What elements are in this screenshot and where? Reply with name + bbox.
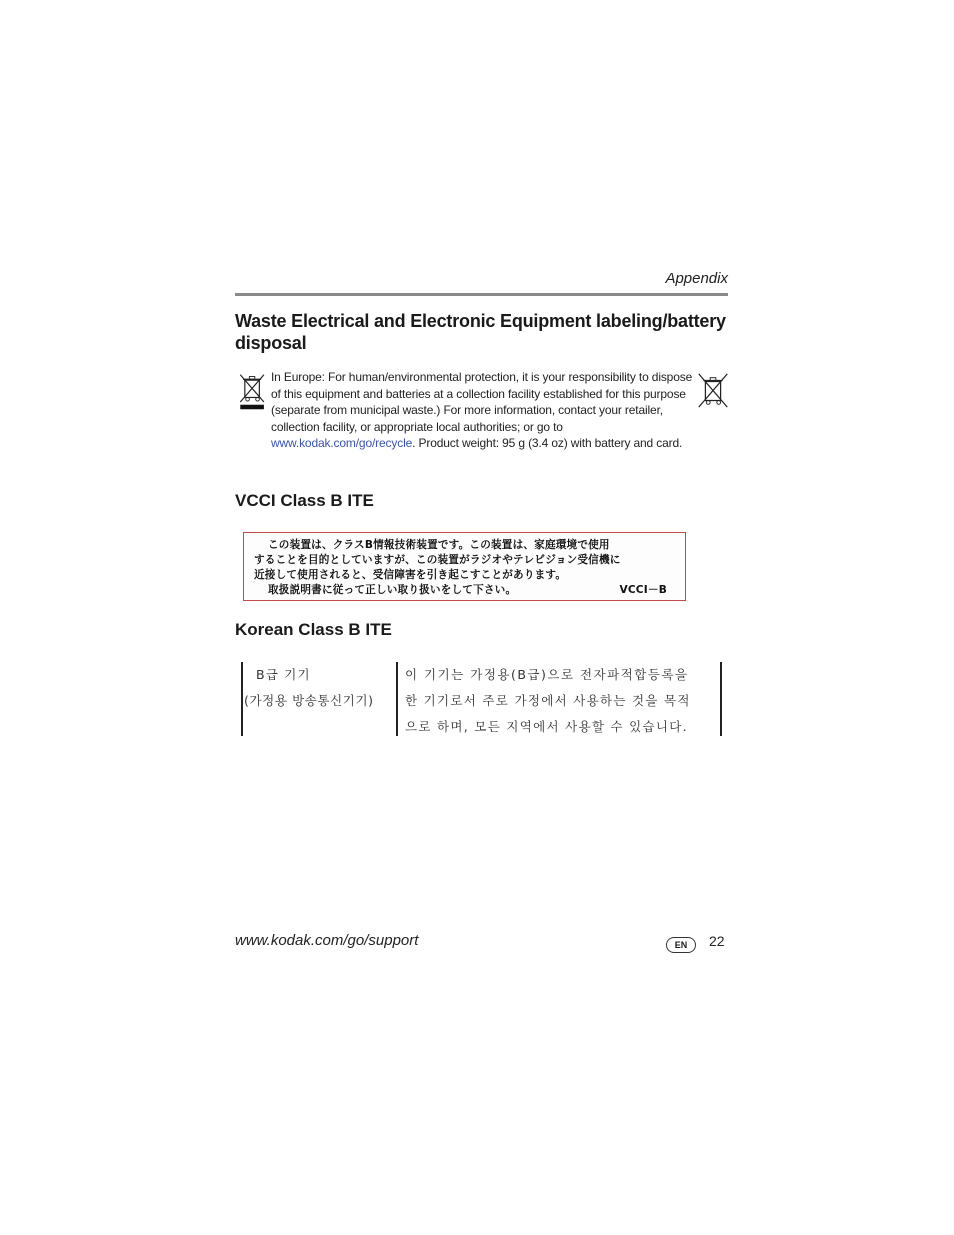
weee-right-icon — [696, 372, 730, 415]
footer-support-url[interactable]: www.kodak.com/go/support — [235, 932, 419, 949]
korean-left-line: (가정용 방송통신기기) — [244, 693, 374, 708]
vcci-mark: VCCI－B — [619, 584, 667, 596]
vcci-line: 近接して使用されると、受信障害を引き起こすことがあります。 — [254, 569, 567, 581]
weee-left-icon — [236, 372, 270, 417]
header-rule — [235, 293, 728, 296]
vcci-notice-box — [243, 532, 686, 601]
weee-line — [271, 435, 696, 452]
korean-right-line: 한 기기로서 주로 가정에서 사용하는 것을 목적 — [405, 693, 691, 708]
page-number: 22 — [709, 933, 725, 949]
weee-body-text — [271, 369, 696, 452]
korean-notice-table — [241, 662, 722, 736]
weee-line: (separate from municipal waste.) For more information, contact your retailer, — [271, 403, 663, 418]
crossed-out-wheelie-bin-icon — [236, 372, 270, 412]
vcci-heading: VCCI Class B ITE — [235, 491, 374, 510]
korean-right-line: 으로 하며, 모든 지역에서 사용할 수 있습니다. — [405, 719, 688, 734]
korean-left-line: B급 기기 — [256, 667, 311, 682]
korean-heading: Korean Class B ITE — [235, 620, 392, 639]
vcci-line: することを目的としていますが、この装置がラジオやテレビジョン受信機に — [254, 554, 621, 566]
running-header: Appendix — [665, 270, 728, 287]
korean-right-line: 이 기기는 가정용(B급)으로 전자파적합등록을 — [405, 667, 689, 682]
weee-line: collection facility, or appropriate local authorities; or go to — [271, 419, 563, 434]
table-divider — [396, 662, 398, 736]
recycle-link[interactable]: www.kodak.com/go/recycle — [271, 436, 413, 451]
weee-body-tail: . Product weight: 95 g (3.4 oz) with battery and card. — [412, 436, 683, 451]
weee-line: In Europe: For human/environmental protection, it is your responsibility to dispose — [271, 370, 693, 384]
crossed-out-wheelie-bin-icon — [696, 372, 730, 410]
vcci-line: 取扱説明書に従って正しい取り扱いをして下さい。 — [268, 584, 517, 596]
vcci-line: この装置は、クラスB情報技術装置です。この装置は、家庭環境で使用 — [268, 539, 610, 551]
table-border-left — [241, 662, 243, 736]
vcci-last-row — [254, 583, 675, 598]
table-border-right — [720, 662, 722, 736]
language-badge: EN — [666, 937, 696, 953]
weee-heading: Waste Electrical and Electronic Equipment labeling/battery disposal — [235, 311, 726, 353]
weee-line: of this equipment and batteries at a collection facility established for this purpose — [271, 386, 686, 401]
